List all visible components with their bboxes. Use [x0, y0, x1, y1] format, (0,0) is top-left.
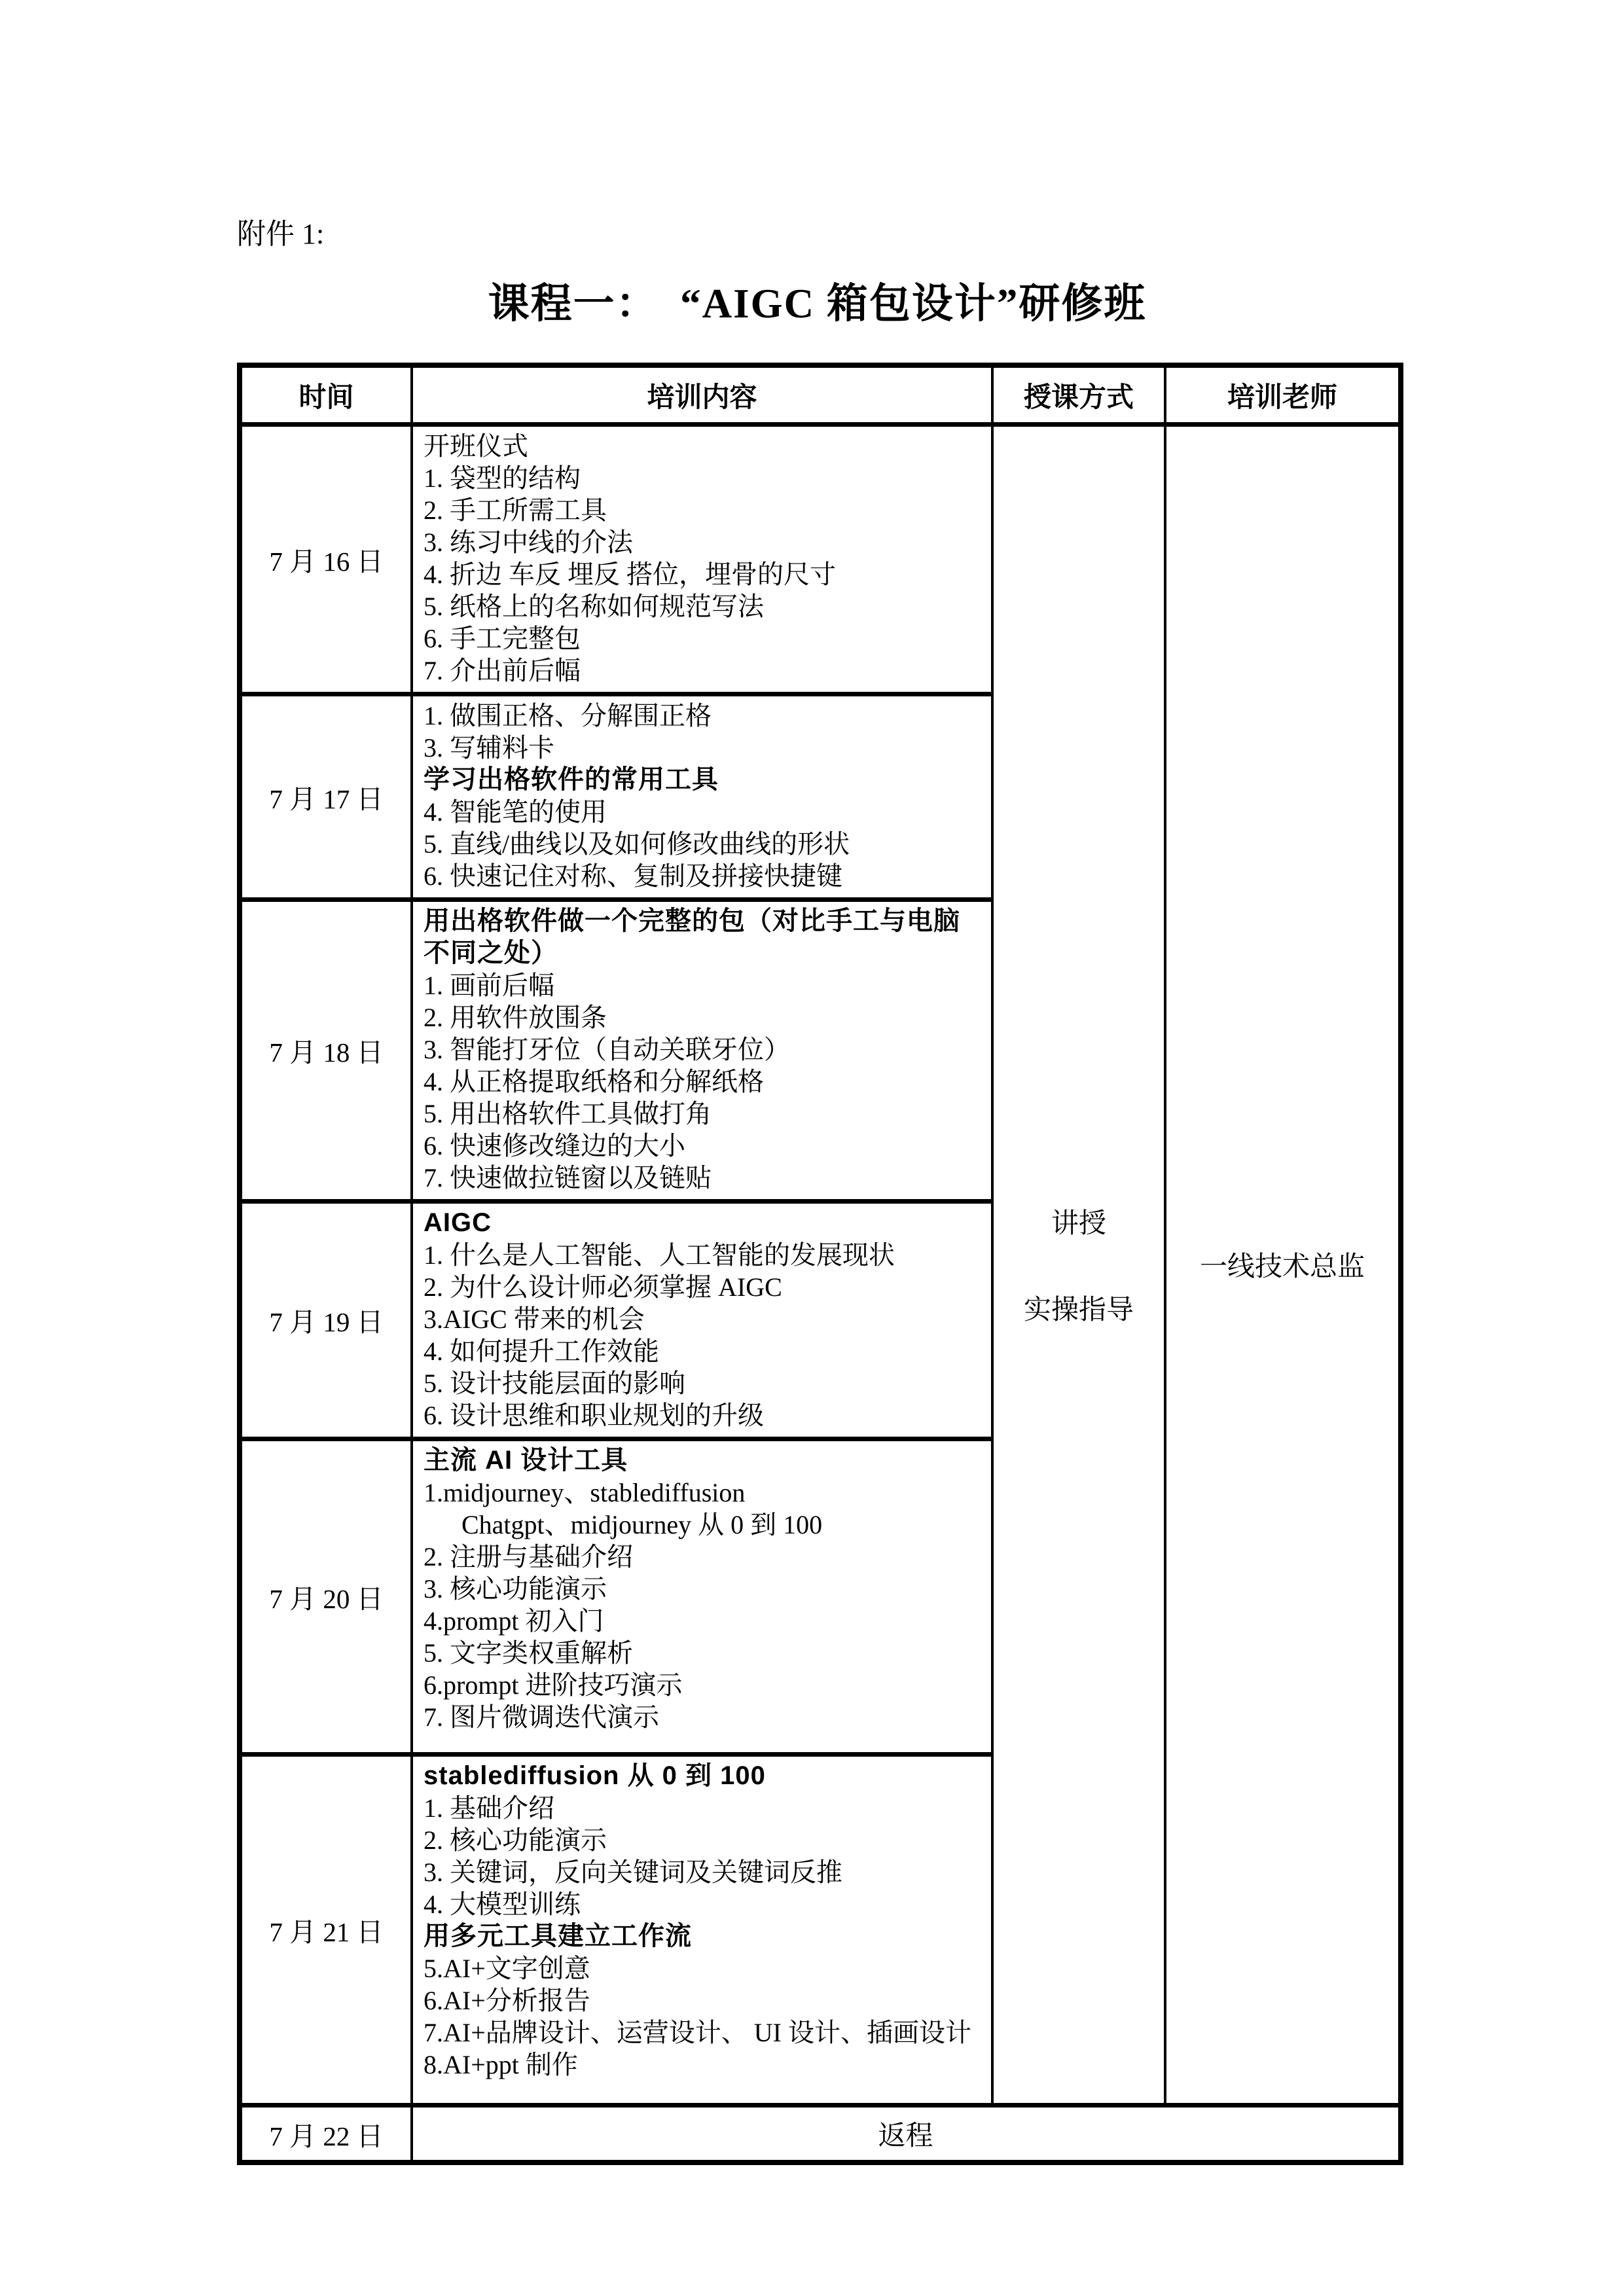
content-line: 7. 快速做拉链窗以及链贴	[424, 1162, 712, 1193]
content-line: 学习出格软件的常用工具	[424, 764, 719, 794]
header-row	[240, 365, 1401, 424]
content-line: 4. 折边 车反 埋反 搭位，埋骨的尺寸	[424, 559, 836, 589]
content-line: 6. 快速记住对称、复制及拼接快捷键	[424, 861, 842, 891]
content-line: 4. 如何提升工作效能	[424, 1336, 659, 1366]
content-line: 5. 设计技能层面的影响	[424, 1368, 685, 1398]
content-line: 8.AI+ppt 制作	[424, 2049, 578, 2079]
header-time: 时间	[240, 365, 412, 424]
content-line: 7. 图片微调迭代演示	[424, 1702, 659, 1732]
content-line: 7.AI+品牌设计、运营设计、 UI 设计、插画设计	[424, 2017, 971, 2047]
return-trip-cell: 返程	[412, 2105, 1401, 2162]
schedule-table	[237, 363, 1403, 2165]
date-cell: 7 月 22 日	[240, 2105, 412, 2162]
attachment-label: 附件 1:	[237, 218, 325, 250]
content-line: 1. 做围正格、分解围正格	[424, 700, 712, 730]
content-line: 1.midjourney、stablediffusion	[424, 1477, 746, 1507]
header-teacher: 培训老师	[1165, 365, 1401, 424]
content-line: 3. 关键词，反向关键词及关键词反推	[424, 1857, 842, 1887]
header-content: 培训内容	[412, 365, 992, 424]
content-line: 1. 什么是人工智能、人工智能的发展现状	[424, 1240, 895, 1270]
content-line: 2. 注册与基础介绍	[424, 1541, 633, 1571]
content-line: 1. 袋型的结构	[424, 463, 581, 493]
content-line: 2. 手工所需工具	[424, 495, 607, 525]
content-line: 用出格软件做一个完整的包（对比手工与电脑不同之处）	[424, 906, 960, 967]
content-line: 3.AIGC 带来的机会	[424, 1304, 645, 1334]
date-cell: 7 月 17 日	[240, 694, 412, 899]
content-line: 6. 快速修改缝边的大小	[424, 1130, 685, 1160]
course-title: 课程一： “AIGC 箱包设计”研修班	[488, 280, 1147, 327]
date-cell: 7 月 16 日	[240, 424, 412, 694]
content-line: 6.AI+分析报告	[424, 1985, 590, 2015]
content-line: 6. 手工完整包	[424, 623, 581, 653]
teaching-method-line: 讲授	[1051, 1209, 1106, 1240]
content-cell	[412, 694, 992, 899]
date-cell: 7 月 20 日	[240, 1439, 412, 1754]
teaching-method-line: 实操指导	[1023, 1295, 1134, 1326]
content-line: 2. 用软件放围条	[424, 1002, 607, 1032]
table-row-jul16	[240, 424, 1401, 694]
content-line: 4. 大模型训练	[424, 1889, 581, 1919]
content-cell	[412, 424, 992, 694]
content-line: 主流 AI 设计工具	[424, 1445, 628, 1475]
content-line: 2. 核心功能演示	[424, 1825, 607, 1855]
content-cell	[412, 1754, 992, 2105]
content-line: 5. 文字类权重解析	[424, 1638, 633, 1668]
content-line: 5.AI+文字创意	[424, 1953, 590, 1983]
content-line: 开班仪式	[424, 431, 528, 461]
content-line: 3. 写辅料卡	[424, 732, 554, 762]
trainer-cell: 一线技术总监	[1165, 424, 1401, 2105]
date-cell: 7 月 19 日	[240, 1201, 412, 1439]
teaching-method-cell	[992, 424, 1165, 2105]
content-line: 2. 为什么设计师必须掌握 AIGC	[424, 1272, 782, 1302]
content-line: 5. 用出格软件工具做打角	[424, 1098, 712, 1128]
content-line: 4. 从正格提取纸格和分解纸格	[424, 1066, 764, 1096]
date-cell: 7 月 21 日	[240, 1754, 412, 2105]
content-line: 6. 设计思维和职业规划的升级	[424, 1400, 764, 1430]
content-cell	[412, 1439, 992, 1754]
content-line: stablediffusion 从 0 到 100	[424, 1761, 766, 1790]
content-line: 4. 智能笔的使用	[424, 797, 607, 827]
content-line: AIGC	[424, 1208, 492, 1237]
teaching-method-stack	[994, 1202, 1164, 1327]
content-line: 1. 画前后幅	[424, 970, 554, 1000]
header-method: 授课方式	[992, 365, 1165, 424]
content-line: 用多元工具建立工作流	[424, 1921, 692, 1950]
content-cell	[412, 1201, 992, 1439]
content-line: Chatgpt、midjourney 从 0 到 100	[461, 1509, 823, 1539]
content-line: 3. 智能打牙位（自动关联牙位）	[424, 1034, 790, 1064]
content-line: 5. 纸格上的名称如何规范写法	[424, 591, 764, 621]
content-line: 7. 介出前后幅	[424, 655, 581, 685]
content-line: 5. 直线/曲线以及如何修改曲线的形状	[424, 829, 850, 859]
date-cell: 7 月 18 日	[240, 899, 412, 1201]
content-line: 6.prompt 进阶技巧演示	[424, 1670, 683, 1700]
content-cell	[412, 899, 992, 1201]
table-row-jul22	[240, 2105, 1401, 2162]
content-line: 3. 核心功能演示	[424, 1573, 607, 1604]
content-line: 4.prompt 初入门	[424, 1605, 604, 1636]
content-line: 3. 练习中线的介法	[424, 527, 633, 557]
content-line: 1. 基础介绍	[424, 1793, 554, 1823]
